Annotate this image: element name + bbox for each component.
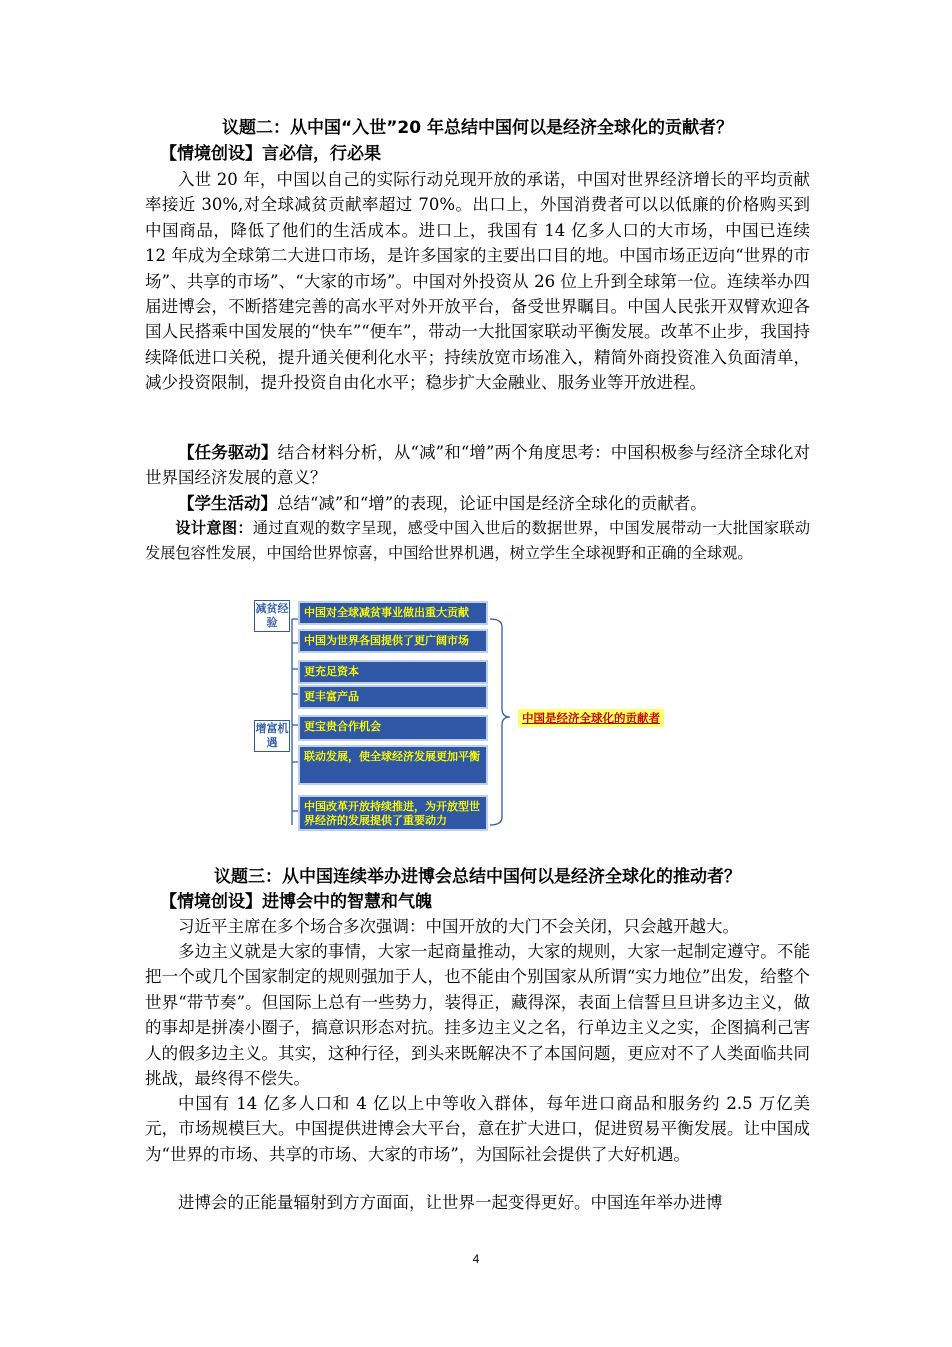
topic3-paragraph: 进博会的正能量辐射到方方面面，让世界一起变得更好。中国连年举办进博: [178, 1193, 723, 1212]
diagram-item: 中国为世界各国提供了更广阔市场: [298, 629, 488, 653]
topic2-activity: [145, 491, 810, 516]
task-label: 【任务驱动】: [178, 443, 278, 462]
topic2-title: 议题二：从中国“入世”20 年总结中国何以是经济全球化的贡献者？: [222, 118, 733, 138]
topic3-paragraph: 多边主义就是大家的事情，大家一起商量推动，大家的规则，大家一起制定遵守。不能把一个或几个国家制定的规则强加于人，也不能由个别国家从所谓“实力地位”出发，给整个世界“带节奏”。但国际上总有一些势力，装得正，藏得深，表面上信誓旦旦讲多边主义，做的事却是拼凑小圈子，搞意识形态对抗。挂多边主义之名，行单边主义之实，企图搞利己害人的假多边主义。其实，这种行径，到头来既解决不了本国问题，更应对不了人类面临共同挑战，最终得不偿失。: [145, 942, 810, 1089]
topic2-task: [145, 440, 810, 491]
activity-body: 总结“减”和“增”的表现，论证中国是经济全球化的贡献者。: [277, 494, 707, 513]
diagram-item: 更丰富产品: [298, 685, 488, 709]
diagram-item: 中国对全球减贫事业做出重大贡献: [298, 601, 488, 625]
right-brace: [490, 619, 510, 825]
intent-label: 设计意图：: [175, 519, 253, 537]
topic2-design-intent: [145, 516, 810, 567]
page-number: 4: [472, 1252, 480, 1266]
topic2-situation-body: 入世 20 年，中国以自己的实际行动兑现开放的承诺，中国对世界经济增长的平均贡献率接近 30%,对全球减贫贡献率超过 70%。出口上，外国消费者可以以低廉的价格购买到中国商品，降低了他们的生活成本。进口上，我国有 14 亿多人口的大市场，中国已连续 12 年成为全球第二大进口市场，是许多国家的主要出口目的地。中国市场正迈向“世界的市场”、共享的市场”、“大家的市场”。中国对外投资从 26 位上升到全球第一位。连续举办四届进博会，不断搭建完善的高水平对外开放平台，备受世界瞩目。中国人民张开双臂欢迎各国人民搭乘中国发展的“快车”“便车”，带动一大批国家联动平衡发展。改革不止步，我国持续降低进口关税，提升通关便利化水平；持续放宽市场准入，精简外商投资准入负面清单，减少投资限制，提升投资自由化水平；稳步扩大金融业、服务业等开放进程。: [145, 170, 810, 393]
topic3-paragraph: 中国有 14 亿多人口和 4 亿以上中等收入群体，每年进口商品和服务约 2.5 万亿美元，市场规模巨大。中国提供进博会大平台，意在扩大进口，促进贸易平衡发展。让中国成为“世界的市场、共享的市场、大家的市场”，为国际社会提供了大好机遇。: [145, 1094, 810, 1164]
activity-label: 【学生活动】: [178, 494, 277, 513]
topic3-title: 议题三：从中国连续举办进博会总结中国何以是经济全球化的推动者？: [214, 867, 741, 887]
intent-body: 通过直观的数字呈现，感受中国入世后的数据世界，中国发展带动一大批国家联动发展包容性发展，中国给世界惊喜，中国给世界机遇，树立学生全球视野和正确的全球观。: [145, 519, 811, 563]
left-label-opportunity: 增富机遇: [254, 720, 290, 752]
diagram-item: 中国改革开放持续推进，为开放型世界经济的发展提供了重要动力: [298, 795, 488, 831]
topic3-paragraph: 习近平主席在多个场合多次强调：中国开放的大门不会关闭，只会越开越大。: [178, 917, 739, 936]
contribution-diagram: [252, 597, 712, 834]
topic3-situation-title: 【情境创设】进博会中的智慧和气魄: [160, 892, 432, 912]
task-body: 结合材料分析，从“减”和“增”两个角度思考：中国积极参与经济全球化对世界国经济发展的意义？: [145, 443, 810, 488]
diagram-item: 更充足资本: [298, 660, 488, 684]
diagram-item: 联动发展，使全球经济发展更加平衡: [298, 745, 488, 785]
diagram-result: 中国是经济全球化的贡献者: [518, 709, 664, 727]
topic2-situation-title: 【情境创设】言必信，行必果: [160, 144, 381, 164]
left-label-poverty: 减贫经验: [254, 600, 290, 632]
diagram-item: 更宝贵合作机会: [298, 715, 488, 741]
